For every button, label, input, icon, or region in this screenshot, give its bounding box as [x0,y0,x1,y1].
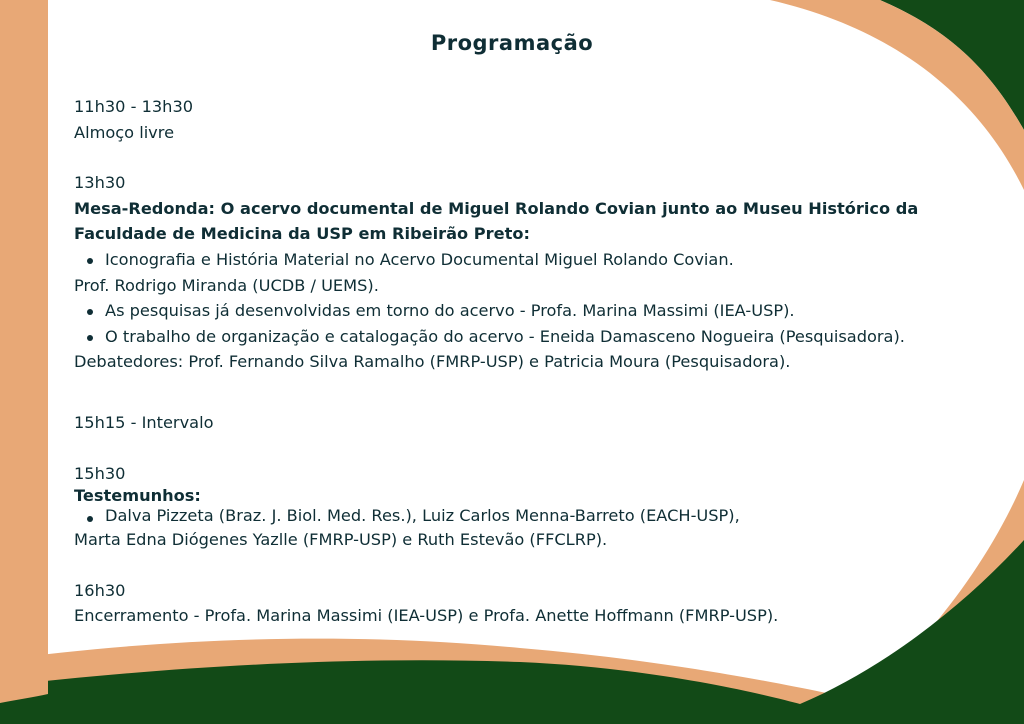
round-table-heading: Mesa-Redonda: O acervo documental de Miguel Rolando Covian junto ao Museu Histórico da [74,198,919,218]
list-item-continued: Marta Edna Diógenes Yazlle (FMRP-USP) e Ruth Estevão (FFCLRP). [74,530,608,550]
program-content [74,94,1004,629]
page-title: Programação [430,31,594,55]
event-description: Almoço livre [74,122,175,142]
section-round-table [74,170,1004,375]
list-item: As pesquisas já desenvolvidas em torno do acervo - Profa. Marina Massimi (IEA-USP). [74,298,1004,324]
testimonies-heading: Testemunhos: [74,486,201,506]
list-item: Iconografia e História Material no Acervo Documental Miguel Rolando Covian. [74,247,1004,273]
list-item: Dalva Pizzeta (Braz. J. Biol. Med. Res.), Luiz Carlos Menna-Barreto (EACH-USP), [74,505,1004,527]
section-break [74,410,1004,436]
event-description: Encerramento - Profa. Marina Massimi (IEA-USP) e Profa. Anette Hoffmann (FMRP-USP). [74,606,779,626]
debaters: Debatedores: Prof. Fernando Silva Ramalho (FMRP-USP) e Patricia Moura (Pesquisadora). [74,352,791,372]
break-time: 15h15 - Intervalo [74,412,214,432]
section-lunch [74,94,1004,145]
left-salmon-strip [0,0,48,703]
time-slot: 16h30 [74,580,126,600]
speaker: Prof. Rodrigo Miranda (UCDB / UEMS). [74,275,379,295]
list-item: O trabalho de organização e catalogação do acervo - Eneida Damasceno Nogueira (Pesquisadora). [74,324,1004,350]
time-slot: 15h30 [74,463,126,483]
section-testimonies [74,461,1004,553]
time-slot: 11h30 - 13h30 [74,97,194,116]
section-closing [74,578,1004,629]
round-table-heading-continued: Faculdade de Medicina da USP em Ribeirão Preto: [74,224,530,244]
time-slot: 13h30 [74,173,126,193]
